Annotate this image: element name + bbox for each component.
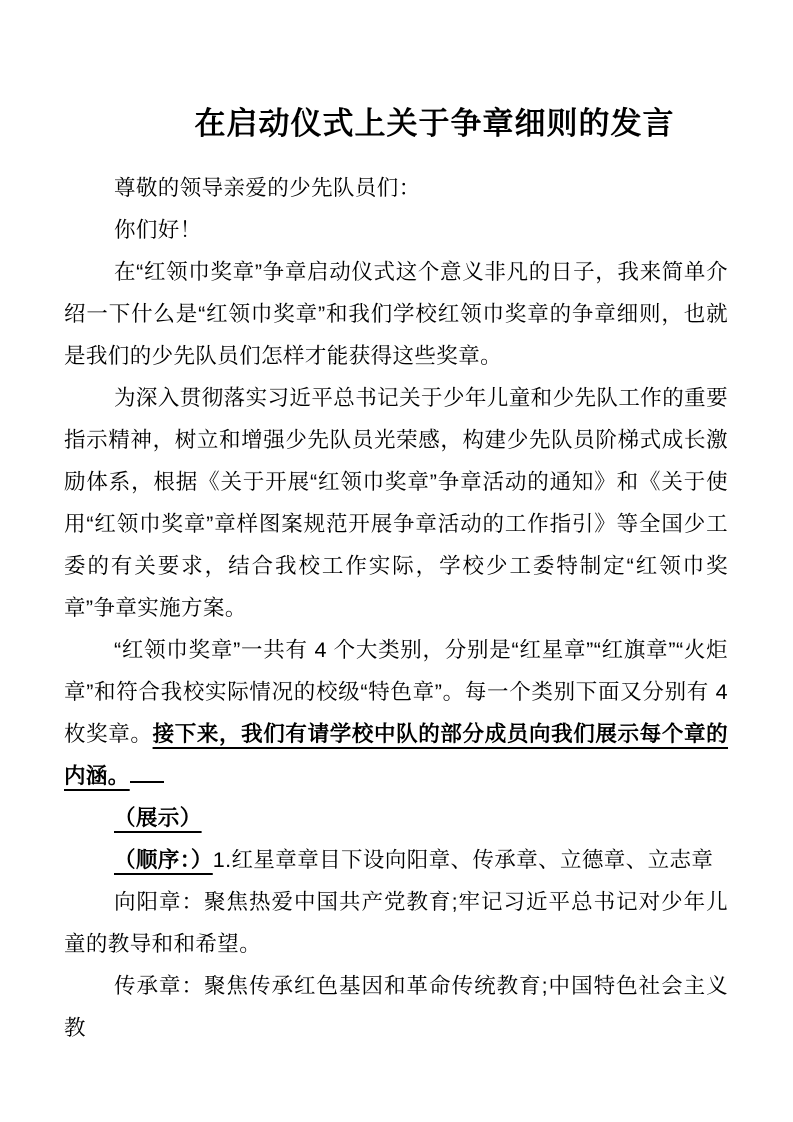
paragraph-badge-xiangyang [64, 881, 728, 965]
order-label-text: （顺序：） [114, 848, 213, 872]
badge-chuancheng-text: 传承章：聚焦传承红色基因和革命传统教育;中国特色社会主义教 [64, 974, 728, 1040]
order-content-text: 1.红星章章目下设向阳章、传承章、立德章、立志章 [212, 848, 714, 872]
greeting-text: 你们好！ [114, 218, 202, 242]
badge-xiangyang-text: 向阳章：聚焦热爱中国共产党教育;牢记习近平总书记对少年儿童的教导和和希望。 [64, 890, 728, 956]
policy-basis-text: 为深入贯彻落实习近平总书记关于少年儿童和少先队工作的重要指示精神，树立和增强少先队员光荣感，构建少先队员阶梯式成长激励体系，根据《关于开展“红领巾奖章”争章活动的通知》和《关于使用“红领巾奖章”章样图案规范开展争章活动的工作指引》等全国少工委的有关要求，结合我校工作实际，学校少工委特制定“红领巾奖章”争章实施方案。 [64, 386, 728, 620]
underline-extension [130, 761, 164, 783]
paragraph-salutation [64, 167, 728, 209]
document-title: 在启动仪式上关于争章细则的发言 [194, 106, 675, 141]
salutation-text: 尊敬的领导亲爱的少先队员们： [114, 176, 421, 200]
paragraph-badge-chuancheng [64, 965, 728, 1049]
paragraph-policy-basis [64, 377, 728, 629]
paragraph-order [64, 839, 728, 881]
categories-intro-text: “红领巾奖章”一共有 4 个大类别，分别是“红星章”“红旗章”“火炬章”和符合我校实际情况的校级“特色章”。每一个类别下面又分别有 4 枚奖章。 [64, 638, 728, 746]
categories-emphasis-text: 接下来，我们有请学校中队的部分成员向我们展示每个章的内涵。 [64, 722, 729, 788]
paragraph-categories [64, 629, 728, 797]
stage-display-text: （展示） [114, 806, 202, 830]
intro-text: 在“红领巾奖章”争章启动仪式这个意义非凡的日子，我来简单介绍一下什么是“红领巾奖章”和我们学校红领巾奖章的争章细则，也就是我们的少先队员们怎样才能获得这些奖章。 [64, 260, 728, 368]
paragraph-intro [64, 251, 728, 377]
paragraph-greeting [64, 209, 728, 251]
paragraph-stage-display [64, 797, 728, 839]
document-body [64, 167, 728, 1049]
